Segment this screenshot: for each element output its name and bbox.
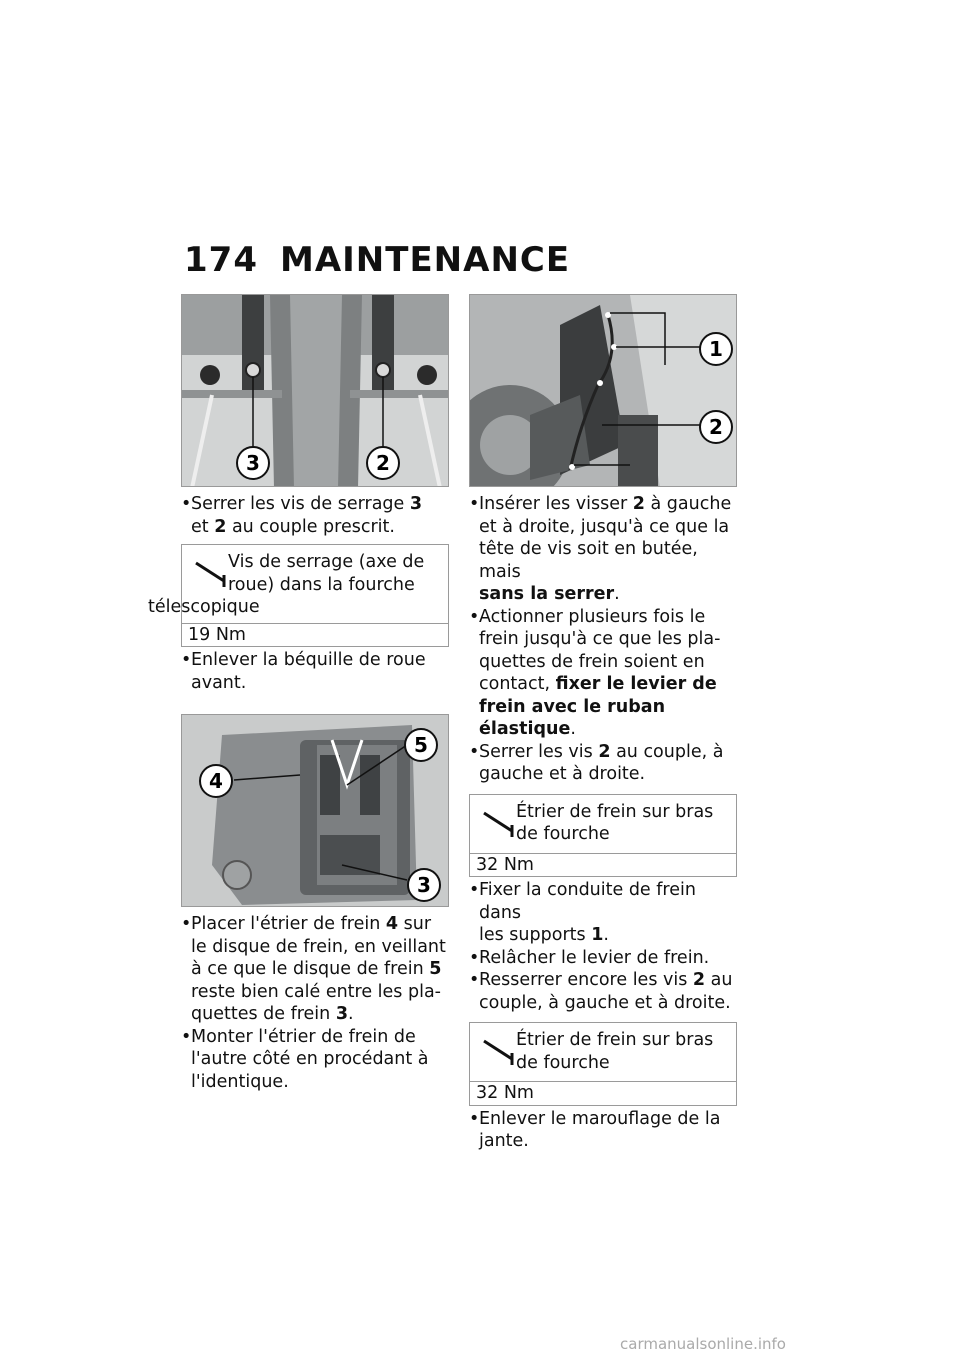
wrench-icon [482,809,516,839]
step-retighten-screws: • Resserrer encore les vis 2 au couple, à gauche et à droite. [469,970,733,1013]
svg-text:2: 2 [709,415,723,439]
step-remove-stand: • Enlever la béquille de roue avant. [181,650,426,693]
bullet-dot-icon: • [181,1026,192,1047]
spec-label: Étrier de frein sur bras de fourche [516,1030,714,1073]
callout-3b-icon [406,867,442,903]
callout-5-icon [403,727,439,763]
spec-label: Étrier de frein sur bras de fourche [516,801,714,844]
wrench-icon [482,1037,516,1067]
brake-caliper-image [181,714,449,907]
step-actuate-brake: • Actionner plusieurs fois le frein jusqu'à ce que les pla- quettes de frein soient en contact, fixer le levier de frein avec le ruban élastique. [469,606,721,739]
step-tighten-clamp-bolts: • Serrer les vis de serrage 3 et 2 au couple prescrit. [181,494,423,537]
page-number: 174 [184,240,258,280]
callout-4-icon [198,763,234,799]
step-mount-other-caliper: • Monter l'étrier de frein de l'autre côté en procédant à l'identique. [181,1026,429,1092]
svg-text:3: 3 [246,451,260,475]
callout-1-icon [698,331,734,367]
brake-line-supports-image [469,294,737,487]
torque-spec-caliper-1 [469,794,737,878]
callout-2b-icon [698,409,734,445]
bullet-dot-icon: • [469,494,480,514]
bullet-dot-icon: • [469,741,480,762]
torque-spec-clamp-bolts [148,544,449,647]
step-fix-brake-line: • Fixer la conduite de frein dans les supports 1. [469,880,696,945]
spec-value: 32 Nm [476,854,534,875]
wrench-icon [194,559,228,589]
step-release-lever: • Relâcher le levier de frein. [469,947,710,968]
spec-value: 32 Nm [476,1083,534,1103]
step-tighten-screws: • Serrer les vis 2 au couple, à gauche et à droite. [469,741,724,784]
watermark: carmanualsonline.info [620,1335,786,1353]
bullet-dot-icon: • [181,650,192,670]
page-title: MAINTENANCE [280,240,571,280]
svg-text:5: 5 [414,733,428,757]
step-place-caliper: • Placer l'étrier de frein 4 sur le disque de frein, en veillant à ce que le disque de frein 5 reste bien calé entre les pla- quettes de frein 3. [181,914,446,1024]
bullet-dot-icon: • [181,914,192,934]
svg-text:3: 3 [417,873,431,897]
page-header [184,240,570,280]
step-insert-screws: • Insérer les visser 2 à gauche et à droite, jusqu'à ce que la tête de vis soit en butée, mais sans la serrer. [469,494,732,604]
left-column [148,294,449,1093]
svg-text:4: 4 [209,769,223,793]
bullet-dot-icon: • [469,970,480,990]
bullet-dot-icon: • [469,947,480,968]
callout-3-icon [235,445,271,481]
spec-label: Vis de serrage (axe de roue) dans la fourche télescopique [148,552,425,617]
callout-2-icon [365,445,401,481]
svg-text:2: 2 [376,451,390,475]
bullet-dot-icon: • [181,494,192,514]
right-column [469,294,737,1153]
torque-spec-caliper-2 [469,1022,737,1106]
step-remove-masking: • Enlever le marouflage de la jante. [469,1108,721,1151]
bullet-dot-icon: • [469,1108,480,1129]
svg-text:1: 1 [709,337,723,361]
fork-clamp-bolts-image [181,294,449,487]
bullet-dot-icon: • [469,606,480,627]
bullet-dot-icon: • [469,880,480,900]
spec-value: 19 Nm [188,624,246,645]
